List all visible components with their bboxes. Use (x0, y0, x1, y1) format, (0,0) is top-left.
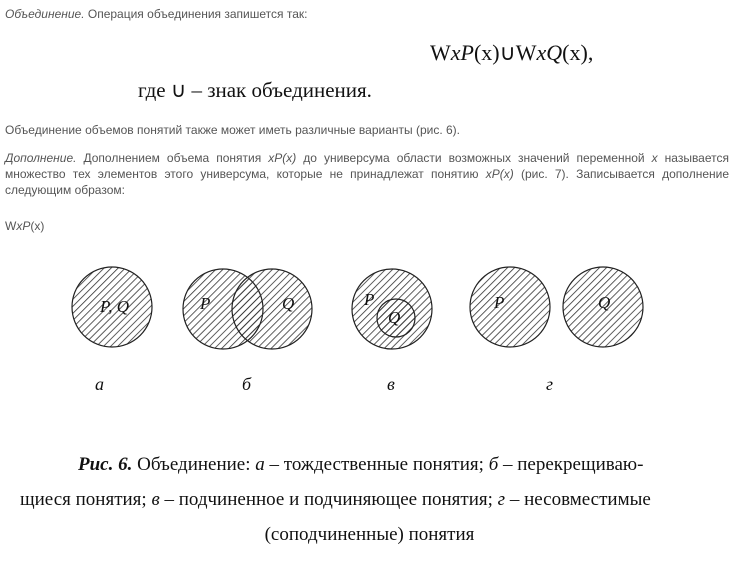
circle-g-p (470, 267, 550, 347)
intro-line (5, 6, 307, 22)
caption-line-3: (соподчиненные) понятия (264, 524, 475, 545)
formula-q: Q (546, 40, 563, 65)
caption-v: в (151, 489, 160, 510)
label-v: в (387, 374, 395, 394)
formula-w1: W (430, 40, 451, 65)
caption-line-1 (78, 454, 643, 476)
intro-term: Объединение. (5, 7, 85, 21)
addition-text2: до универсума области возможных значений переменной (296, 151, 652, 165)
circle-a-label: P, Q (100, 297, 129, 316)
formula-union: ∪ (499, 40, 516, 65)
addition-text1: Дополнением объема понятия (76, 151, 269, 165)
intro-text: Операция объединения запишется так: (84, 7, 308, 21)
caption-line1-text: Объединение: (132, 454, 256, 475)
formula-par2: (x), (562, 40, 594, 65)
union-formula (430, 40, 593, 66)
addition-x: x (651, 151, 658, 165)
addition-xp1: xP(x) (268, 151, 297, 165)
circle-g-p-label: P (494, 293, 505, 312)
formula-x1: x (450, 40, 461, 65)
formula-p: P (460, 40, 474, 65)
caption-t-g: – несовместимые (505, 489, 651, 510)
euler-diagram (60, 262, 660, 402)
circle-g-q-label: Q (598, 293, 611, 312)
formula-x2: x (536, 40, 547, 65)
caption-t-a: – тождественные понятия; (264, 454, 489, 475)
complement-formula (5, 218, 44, 234)
circle-group-g (470, 267, 643, 347)
circle-group-a (72, 267, 152, 347)
label-a: а (95, 374, 104, 394)
circle-group-v (352, 269, 432, 349)
circle-b-q-label: Q (282, 294, 295, 313)
caption-line-2 (20, 489, 651, 511)
circle-v-p-label: P (364, 290, 375, 309)
formula-w2: W (515, 40, 537, 65)
para-addition (5, 150, 729, 198)
para-variants: Объединение объемов понятий также может иметь различные варианты (рис. 6). (5, 123, 460, 137)
caption-b: б (488, 454, 499, 475)
complement-xp: xP (16, 219, 31, 233)
label-b: б (242, 374, 252, 394)
caption-line2-start: щиеся понятия; (20, 489, 152, 510)
circle-v-q-label: Q (388, 308, 401, 327)
circle-b-q (232, 269, 312, 349)
formula-par1: (x) (473, 40, 500, 65)
circle-group-b (183, 269, 312, 349)
caption-prefix: Рис. 6. (78, 454, 133, 475)
complement-par: (x) (30, 219, 45, 233)
addition-text3: называется множество тех элементов этого универсума, которые не принадлежат понятию (5, 151, 729, 181)
caption-t-b: – перекрещиваю- (498, 454, 644, 475)
addition-term: Дополнение. (5, 151, 77, 165)
addition-xp2: xP(x) (485, 167, 514, 181)
addition-text4: (рис. 7). Записывается дополнение следующим образом: (5, 167, 730, 197)
label-g: г (546, 374, 554, 394)
where-line: где ∪ – знак объединения. (138, 78, 372, 102)
caption-t-v: – подчиненное и подчиняющее понятия; (159, 489, 498, 510)
complement-w: W (5, 219, 17, 233)
caption-a: а (255, 454, 265, 475)
circle-b-p-label: P (200, 294, 211, 313)
caption-g: г (497, 489, 506, 510)
